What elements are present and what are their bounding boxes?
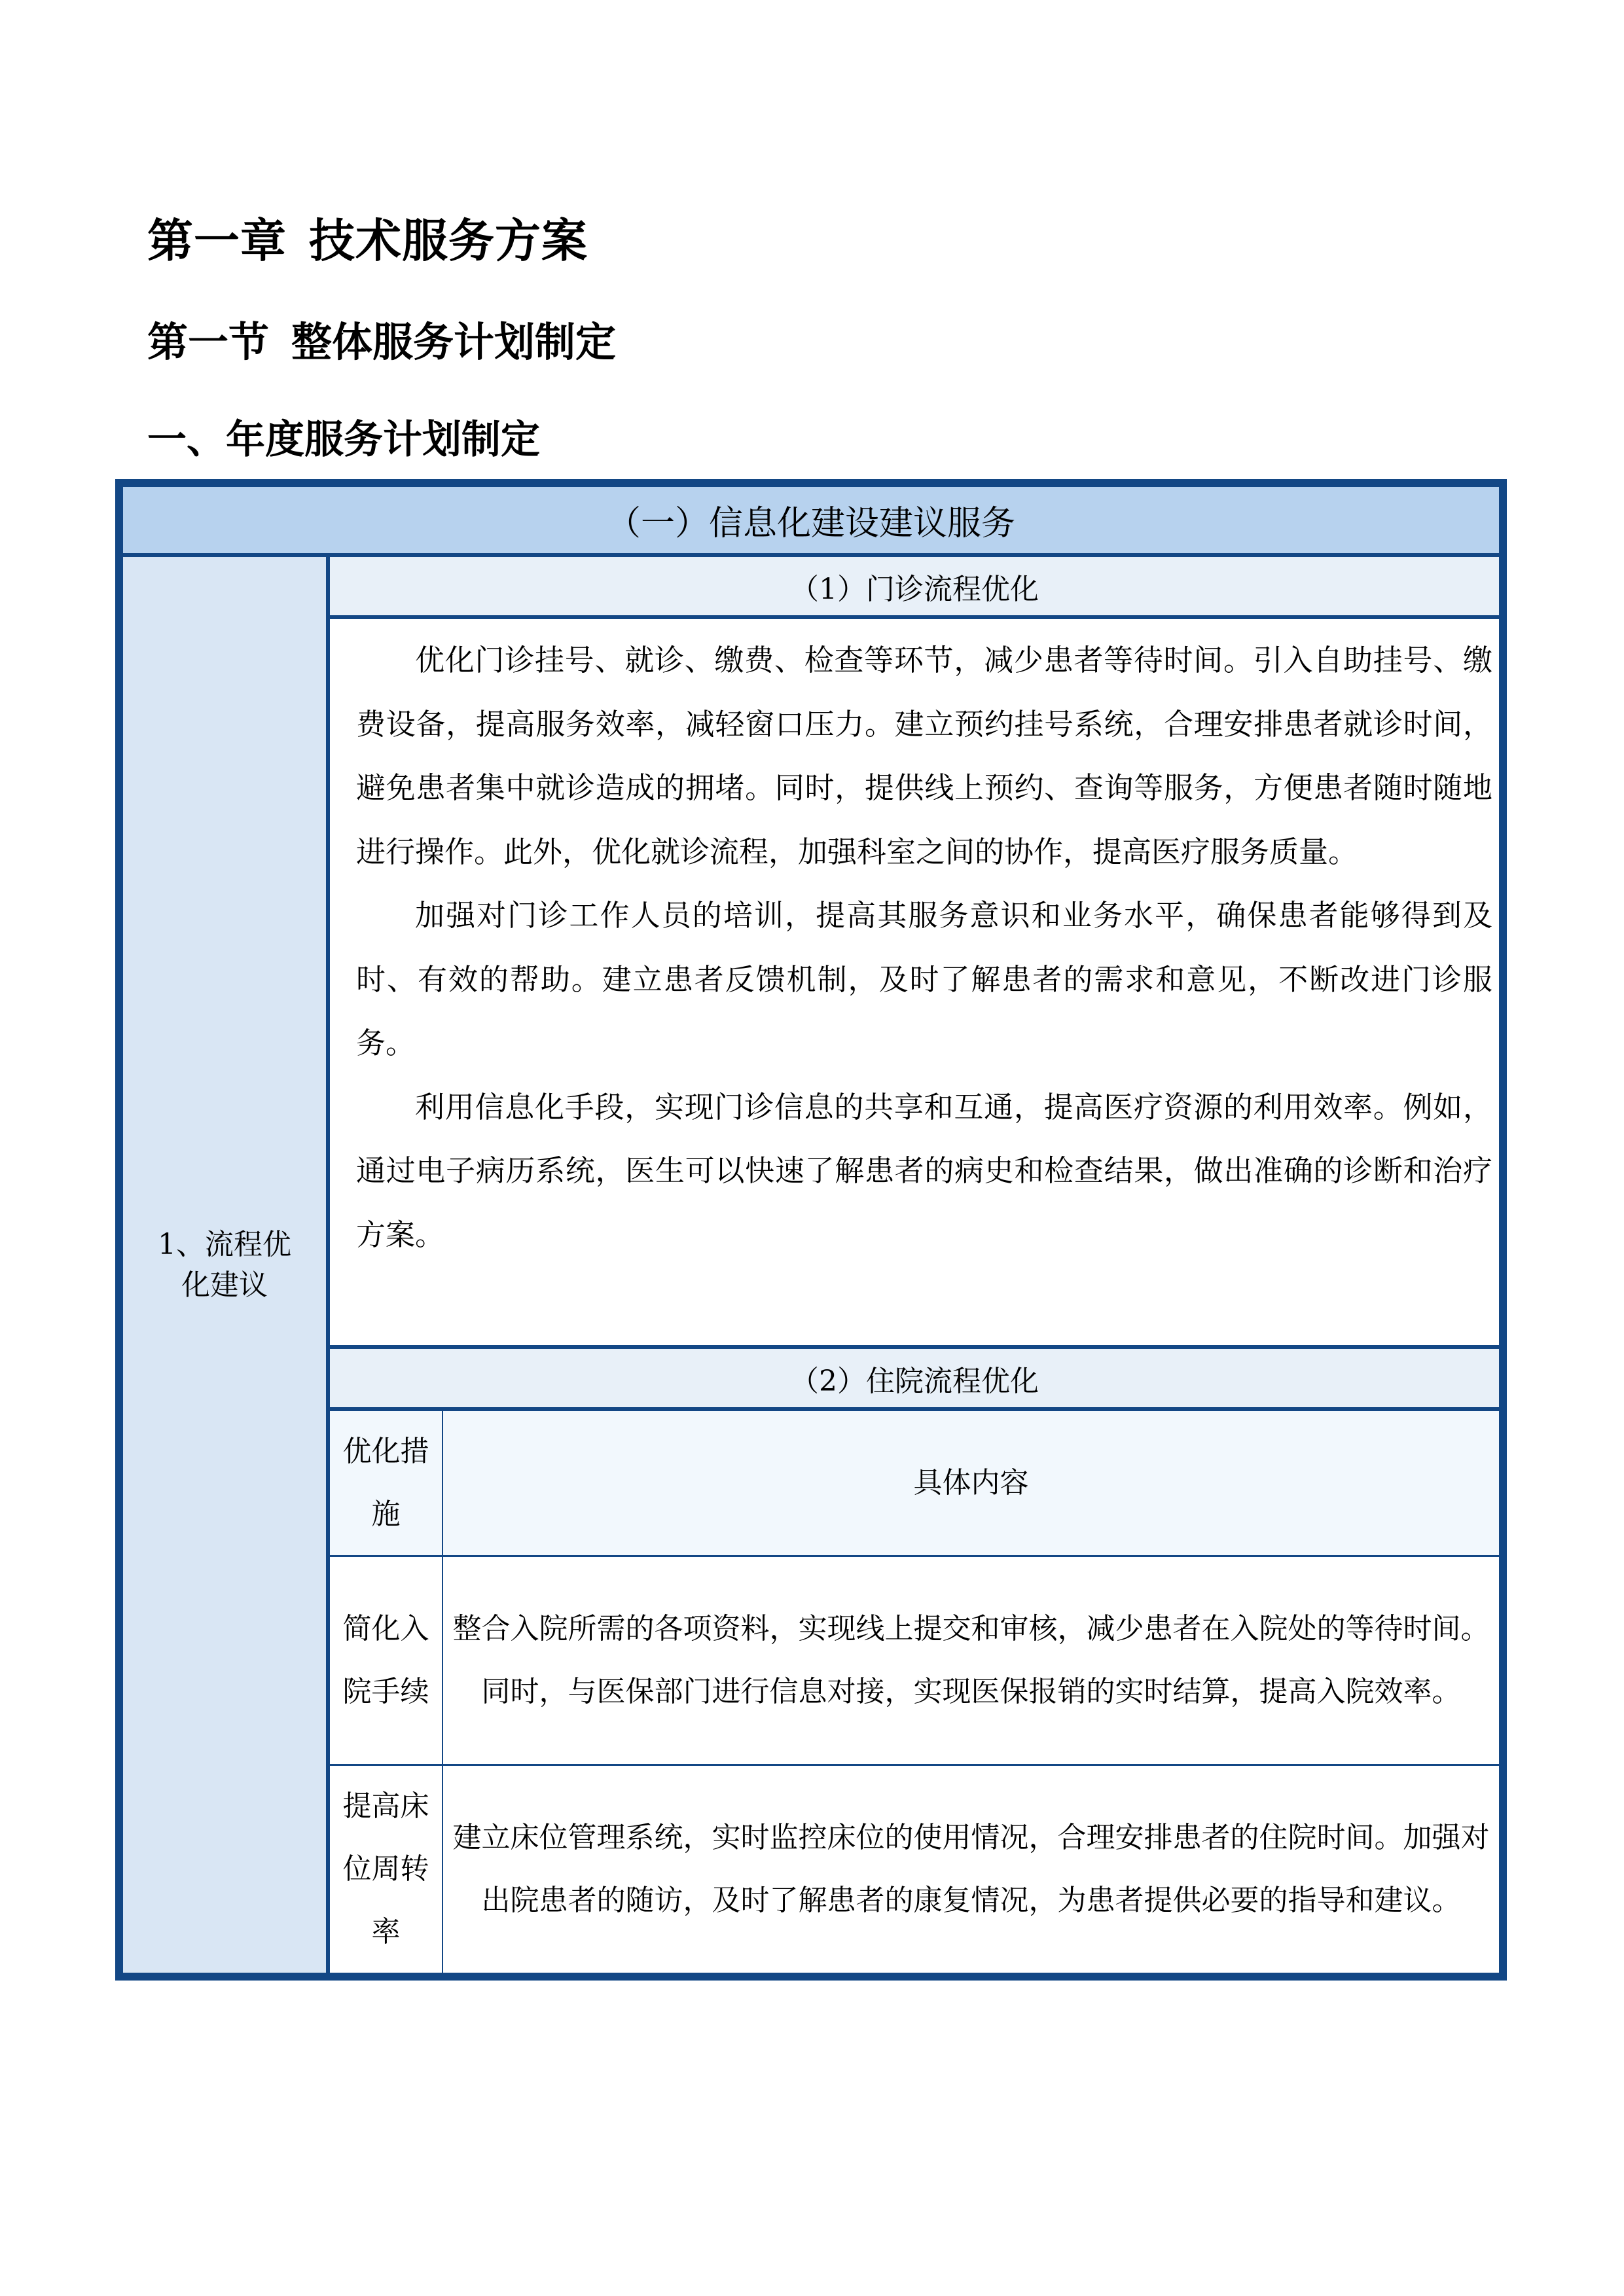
inpatient-heading: （2）住院流程优化 xyxy=(790,1364,1039,1398)
section-title: 整体服务计划制定 xyxy=(291,318,617,366)
chapter-title: 技术服务方案 xyxy=(309,214,588,268)
measure-cell xyxy=(330,1557,442,1764)
table-row xyxy=(330,1557,1499,1764)
measure-text: 简化入院手续 xyxy=(342,1612,429,1708)
category-cell xyxy=(123,557,326,1973)
inpatient-heading-row xyxy=(330,1349,1499,1407)
inner-column-divider xyxy=(442,1411,443,1973)
content-cell xyxy=(443,1766,1499,1973)
content-column xyxy=(330,557,1499,1973)
service-plan-table xyxy=(115,479,1507,1981)
table-title-row xyxy=(123,487,1499,553)
outpatient-heading: （1）门诊流程优化 xyxy=(790,572,1039,606)
content-text: 整合入院所需的各项资料，实现线上提交和审核，减少患者在入院处的等待时间。同时，与医保部门进行信息对接，实现医保报销的实时结算，提高入院效率。 xyxy=(452,1612,1490,1708)
content-text: 建立床位管理系统，实时监控床位的使用情况，合理安排患者的住院时间。加强对出院患者的随访，及时了解患者的康复情况，为患者提供必要的指导和建议。 xyxy=(452,1821,1490,1917)
paragraph: 利用信息化手段，实现门诊信息的共享和互通，提高医疗资源的利用效率。例如，通过电子病历系统，医生可以快速了解患者的病史和检查结果，做出准确的诊断和治疗方案。 xyxy=(356,1089,1492,1252)
measure-column-header: 优化措施 xyxy=(342,1435,429,1531)
header-cell xyxy=(443,1411,1499,1555)
content-cell xyxy=(443,1557,1499,1764)
paragraph: 优化门诊挂号、就诊、缴费、检查等环节，减少患者等待时间。引入自助挂号、缴费设备，提高服务效率，减轻窗口压力。建立预约挂号系统，合理安排患者就诊时间，避免患者集中就诊造成的拥堵。同时，提供线上预约、查询等服务，方便患者随时随地进行操作。此外，优化就诊流程，加强科室之间的协作，提高医疗服务质量。 xyxy=(356,643,1492,869)
category-label: 1、流程优化建议 xyxy=(158,1227,291,1302)
inpatient-header-row xyxy=(330,1411,1499,1555)
inpatient-table xyxy=(330,1411,1499,1973)
content-column-header: 具体内容 xyxy=(913,1466,1029,1499)
header-cell xyxy=(330,1411,442,1555)
subsection-heading: 一、年度服务计划制定 xyxy=(147,417,540,463)
section-number: 第一节 xyxy=(147,318,270,366)
section-heading xyxy=(147,310,616,368)
table-title: （一）信息化建设建议服务 xyxy=(606,504,1015,543)
measure-cell xyxy=(330,1766,442,1973)
table-row xyxy=(330,1766,1499,1973)
outpatient-content xyxy=(330,619,1499,1345)
chapter-heading xyxy=(147,204,588,270)
paragraph: 加强对门诊工作人员的培训，提高其服务意识和业务水平，确保患者能够得到及时、有效的帮助。建立患者反馈机制，及时了解患者的需求和意见，不断改进门诊服务。 xyxy=(356,898,1492,1060)
outpatient-heading-row xyxy=(330,557,1499,615)
measure-text: 提高床位周转率 xyxy=(342,1789,429,1948)
chapter-number: 第一章 xyxy=(147,214,287,268)
